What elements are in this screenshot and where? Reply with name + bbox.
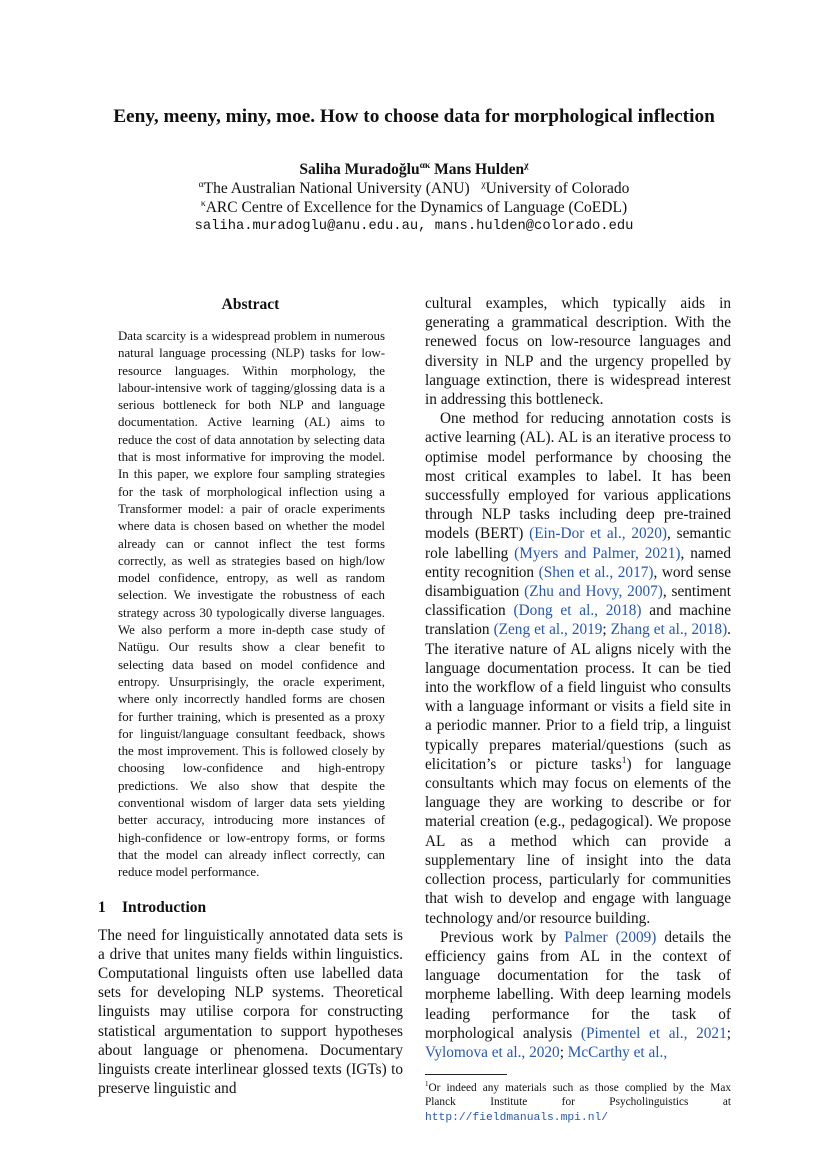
aff-mark-2: χ <box>481 178 486 190</box>
citation-zeng[interactable]: (Zeng et al., 2019 <box>493 621 603 639</box>
affiliation-line-2 <box>0 198 828 217</box>
p3-text-d: ; <box>559 1043 568 1061</box>
author-2-name: Mans Hulden <box>434 161 525 178</box>
p2-text-d: , word sense disambiguation <box>425 563 732 601</box>
citation-myers-palmer[interactable]: (Myers and Palmer, 2021) <box>514 544 681 562</box>
author-1-marks: ακ <box>419 159 431 171</box>
affiliation-coedl: ARC Centre of Excellence for the Dynamics of Language (CoEDL) <box>205 199 628 216</box>
citation-vylomova[interactable]: Vylomova et al., 2020 <box>425 1043 560 1061</box>
p2-text-h: . The iterative nature of AL aligns nicely with the language documentation process. It can be tied into the workflow of a field linguist who consults with a language informant or visits a field site in a periodic manner. Prior to a field trip, a linguist typically prepares material/questions (such as elicitation’s or picture tasks <box>425 621 731 773</box>
affiliation-colorado: University of Colorado <box>485 180 630 197</box>
p3-text-c: ; <box>726 1024 731 1042</box>
footnote-mark: 1 <box>425 1080 429 1089</box>
intro-paragraph-3 <box>425 928 731 1062</box>
p3-text-b: details the efficiency gains from AL in the context of language documentation for the task of morpheme labelling. With deep learning models leading performance for the task of morphological analysis <box>425 928 731 1042</box>
p2-text-g: ; <box>602 621 611 639</box>
citation-ein-dor[interactable]: (Ein-Dor et al., 2020) <box>529 525 668 543</box>
citation-zhang[interactable]: Zhang et al., 2018) <box>610 621 728 639</box>
intro-paragraph-continued: cultural examples, which typically aids in generating a grammatical description. With the renewed focus on low-resource languages and diversity in NLP and the urgency propelled by language extinction, there is widespread interest in addressing this bottleneck. <box>425 295 731 409</box>
citation-zhu-hovy[interactable]: (Zhu and Hovy, 2007) <box>524 583 663 601</box>
citation-pimentel[interactable]: (Pimentel et al., 2021 <box>580 1024 727 1042</box>
author-block <box>0 160 828 236</box>
footnote-ref-1[interactable]: 1 <box>621 755 627 766</box>
section-number: 1 <box>98 898 106 916</box>
abstract-text: Data scarcity is a widespread problem in numerous natural language processing (NLP) tasks for low-resource languages. Within morphology, the labour-intensive work of tagging/glossing data is a serious bottleneck for both NLP and language documentation. Active learning (AL) aims to reduce the cost of data annotation by selecting data that is most informative for improving the model. In this paper, we explore four sampling strategies for the task of morphological inflection using a Transformer model: a pair of oracle experiments where data is chosen based on whether the model already can or cannot inflect the test forms correctly, as well as strategies based on high/low model confidence, entropy, as well as random selection. We investigate the robustness of each strategy across 30 typologically diverse languages. We also perform a more in-depth case study of Natügu. Our results show a clear benefit to selecting data based on model confidence and entropy. Unsurprisingly, the oracle experiment, where only incorrectly handled forms are chosen for further training, which is presented as a proxy for linguist/language consultant feedback, shows the most improvement. This is followed closely by choosing low-confidence and high-entropy predictions. We also show that despite the conventional wisdom of larger data sets yielding better accuracy, introducing more instances of high-confidence or low-entropy forms, or forms that the model can already inflect correctly, can reduce model performance. <box>118 329 385 880</box>
section-1-heading <box>98 899 403 917</box>
p2-text-f: and machine translation <box>425 602 731 639</box>
aff-mark-3: κ <box>200 197 206 209</box>
p2-text-b: , semantic role labelling <box>425 525 731 562</box>
footnote-divider <box>425 1074 507 1075</box>
left-column <box>98 294 403 1098</box>
intro-paragraph-1: The need for linguistically annotated data sets is a drive that unites many fields within linguistics. Computational linguists often use labelled data sets for developing NLP systems. Theoretical linguists may utilise corpora for constructing statistical argumentation to support hypotheses about language or phenomena. Documentary linguists create interlinear glossed texts (IGTs) to preserve linguistic and <box>98 926 403 1098</box>
affiliation-anu: The Australian National University (ANU) <box>203 180 470 197</box>
author-names <box>0 160 828 179</box>
aff-mark-1: α <box>198 178 204 190</box>
citation-mccarthy[interactable]: McCarthy et al., <box>567 1043 668 1061</box>
p2-text-a: One method for reducing annotation costs is active learning (AL). AL is an iterative process to optimise model performance by choosing the most critical examples to label. It has been successfully employed for various applications through NLP tasks including deep pre-trained models (BERT) <box>425 410 731 543</box>
p3-text-a: Previous work by <box>440 928 565 946</box>
footnote-url-link[interactable]: http://fieldmanuals.mpi.nl/ <box>425 1111 609 1124</box>
paper-title: Eeny, meeny, miny, moe. How to choose data for morphological inflection <box>113 106 715 127</box>
p2-text-i: ) for language consultants which may focus on elements of the language they are working to describe or for material creation (e.g., pedagogical). We propose AL as a method which can provide a supplementary line of insight into the data collection process, particularly for communities that wish to develop and engage with language technology and/or resource building. <box>425 755 731 927</box>
citation-dong[interactable]: (Dong et al., 2018) <box>513 602 642 620</box>
citation-palmer[interactable]: Palmer (2009) <box>564 928 657 946</box>
author-2-marks: χ <box>524 159 529 171</box>
author-emails: saliha.muradoglu@anu.edu.au, mans.hulden@colorado.edu <box>194 219 634 234</box>
p2-text-c: , named entity recognition <box>425 544 731 581</box>
p2-text-e: , sentiment classification <box>425 583 731 620</box>
citation-shen[interactable]: (Shen et al., 2017) <box>538 563 654 581</box>
abstract-heading: Abstract <box>221 296 280 313</box>
author-1-name: Saliha Muradoğlu <box>299 161 420 178</box>
footnote-text: Or indeed any materials such as those complied by the Max Planck Institute for Psycholinguistics at <box>425 1082 731 1109</box>
section-title: Introduction <box>122 898 207 916</box>
right-column <box>425 294 731 1125</box>
intro-paragraph-2 <box>425 409 731 927</box>
footnote-1 <box>425 1081 731 1125</box>
affiliation-line-1 <box>0 179 828 198</box>
